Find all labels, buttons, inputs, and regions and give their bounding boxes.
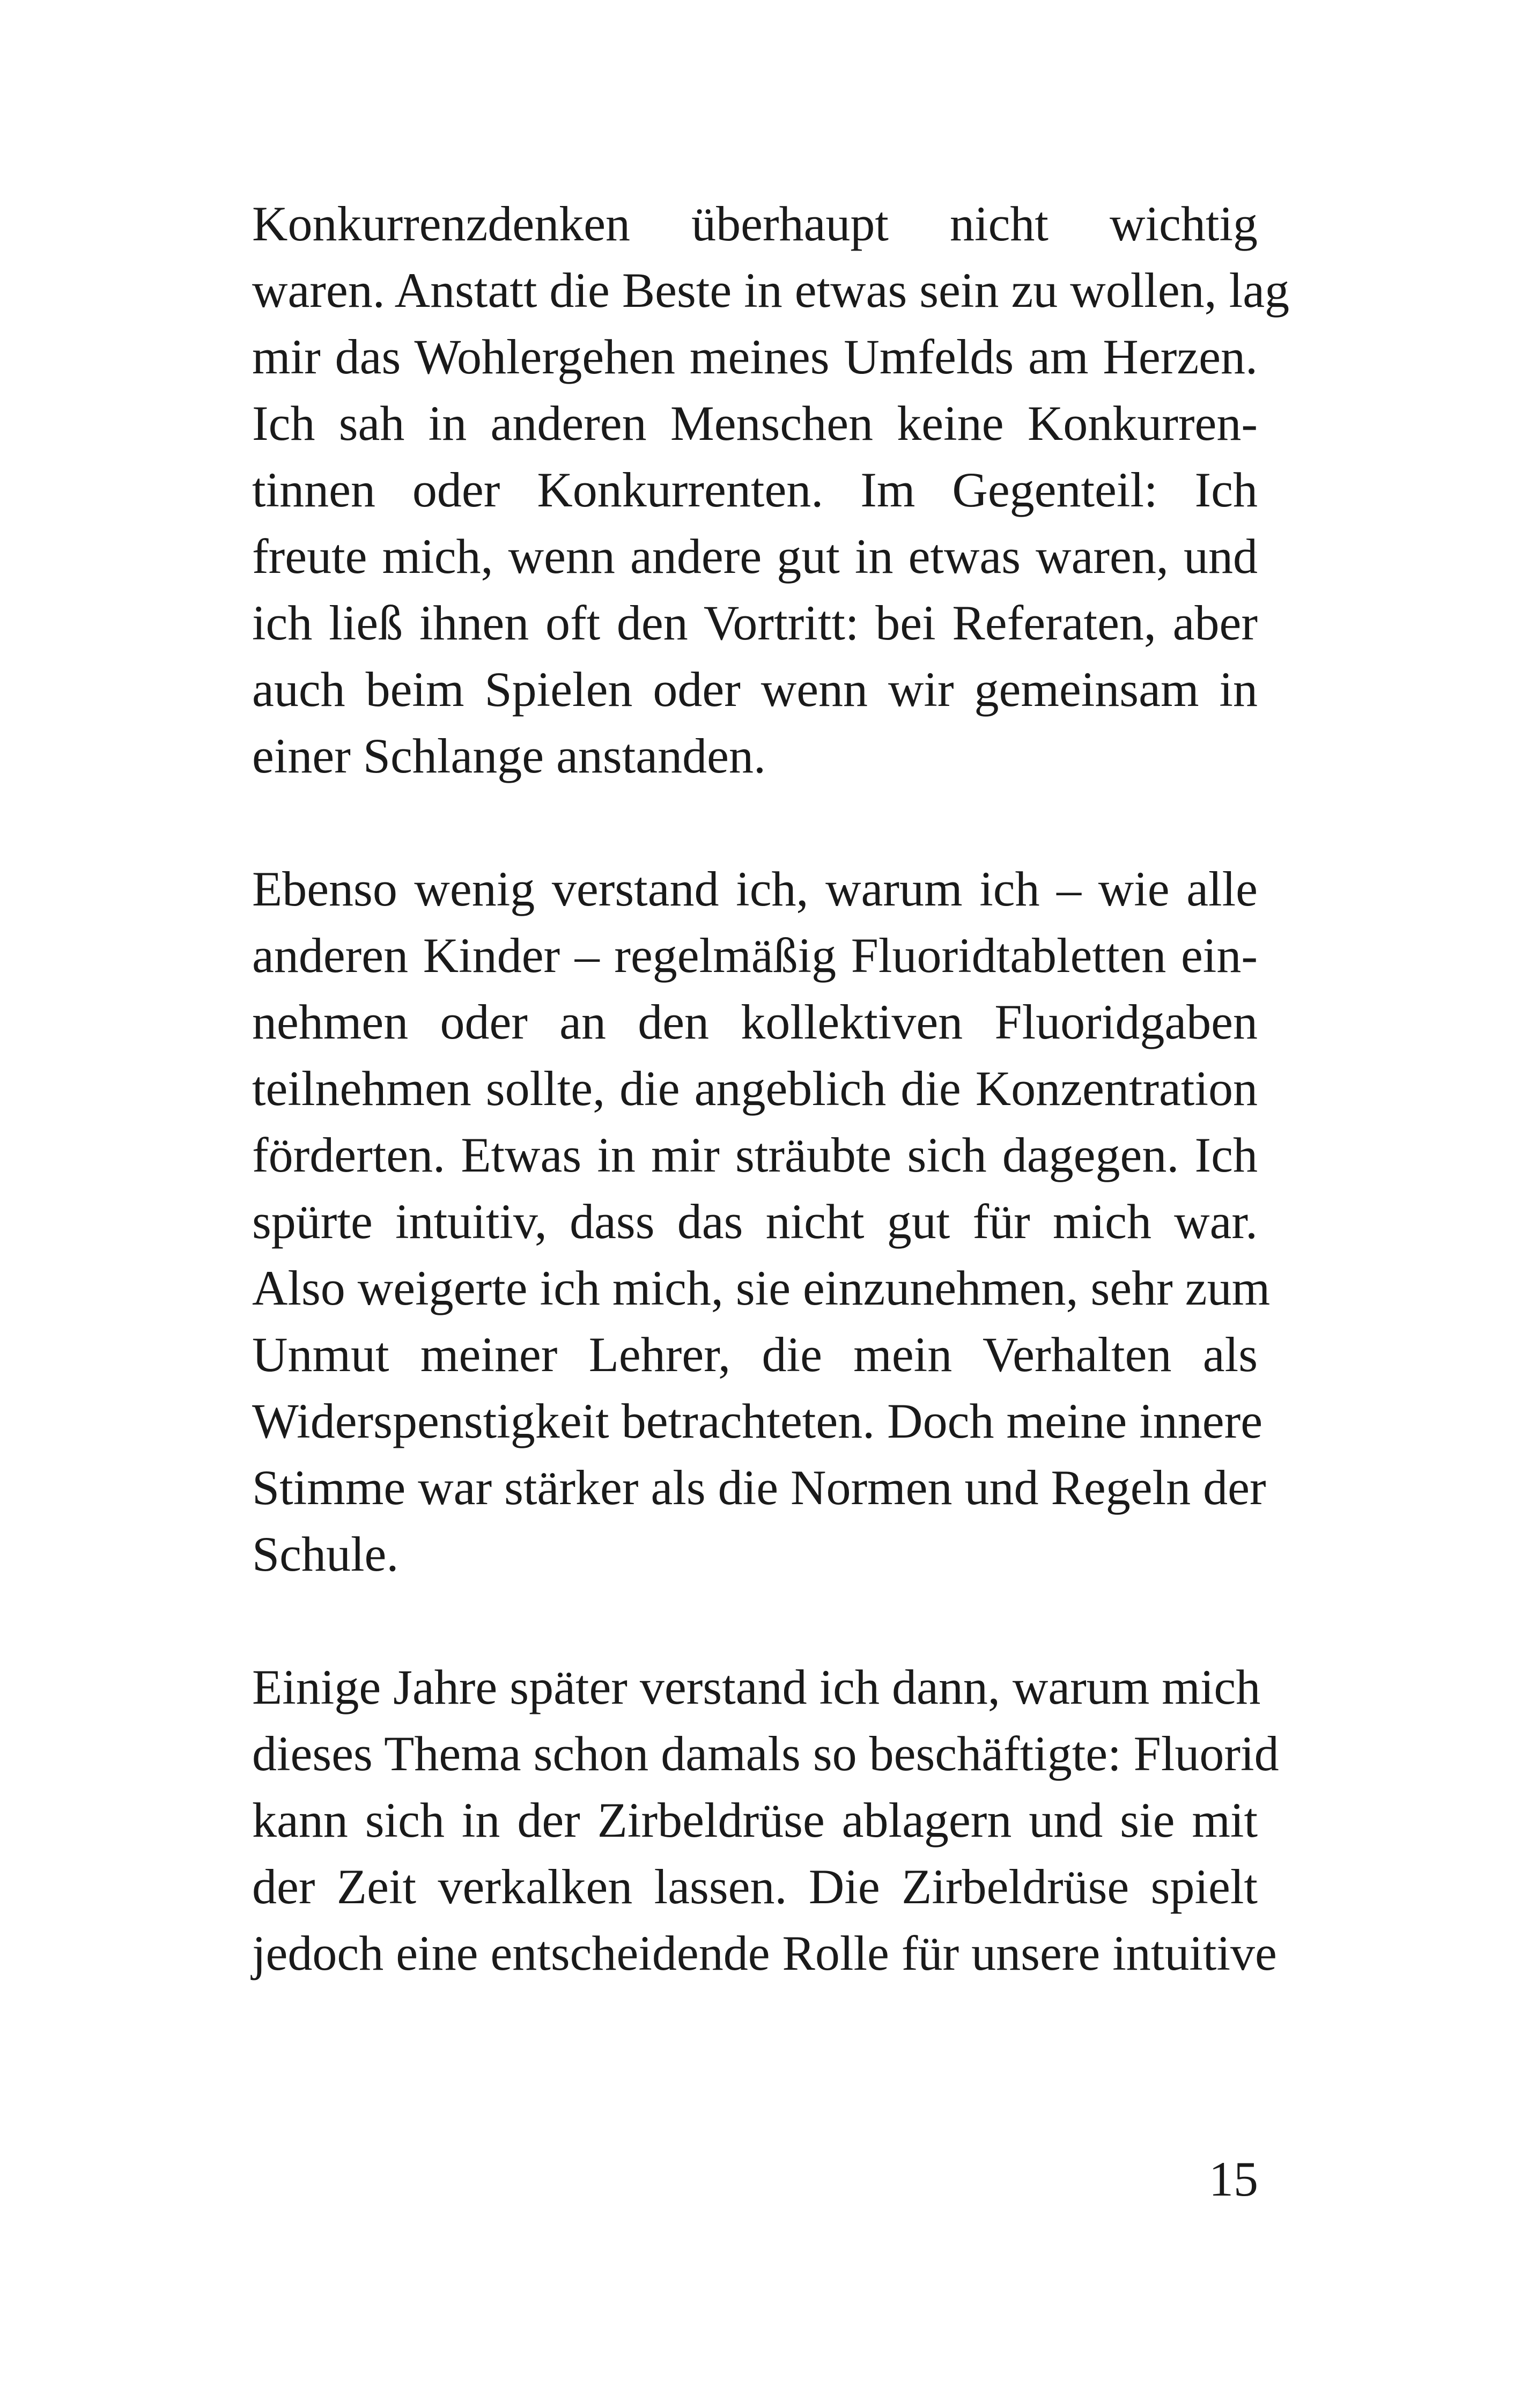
text-line: spürte intuitiv, dass das nicht gut für mich war. [252, 1194, 1258, 1249]
text-line: ich ließ ihnen oft den Vortritt: bei Referaten, aber [252, 595, 1258, 650]
text-line: förderten. Etwas in mir sträubte sich dagegen. Ich [252, 1128, 1258, 1182]
paragraph-2 [252, 856, 1271, 1587]
text-line: Schule. [252, 1527, 399, 1581]
text-line: tinnen oder Konkurrenten. Im Gegenteil: Ich [252, 462, 1258, 517]
text-line: teilnehmen sollte, die angeblich die Konzentration [252, 1061, 1258, 1116]
text-line: Ich sah in anderen Menschen keine Konkurren- [252, 396, 1258, 451]
text-line: auch beim Spielen oder wenn wir gemeinsam in [252, 662, 1258, 717]
text-line: Also weigerte ich mich, sie einzunehmen, sehr zum [252, 1261, 1271, 1315]
text-line: Einige Jahre später verstand ich dann, warum mich [252, 1660, 1261, 1714]
text-line: mir das Wohlergehen meines Umfelds am Herzen. [252, 329, 1258, 384]
paragraph-3 [252, 1654, 1279, 1986]
text-line: jedoch eine entscheidende Rolle für unsere intuitive [252, 1926, 1277, 1980]
text-line: freute mich, wenn andere gut in etwas waren, und [252, 529, 1258, 584]
body-text [252, 190, 1290, 1986]
text-line: dieses Thema schon damals so beschäftigte: Fluorid [252, 1726, 1279, 1781]
text-line: einer Schlange anstanden. [252, 728, 766, 783]
text-line: nehmen oder an den kollektiven Fluoridgaben [252, 995, 1258, 1049]
text-line: Unmut meiner Lehrer, die mein Verhalten als [252, 1327, 1258, 1382]
text-line: Konkurrenzdenken überhaupt nicht wichtig [252, 196, 1258, 251]
text-line: anderen Kinder – regelmäßig Fluoridtabletten ein- [252, 928, 1258, 983]
text-line: der Zeit verkalken lassen. Die Zirbeldrüse spielt [252, 1859, 1258, 1914]
text-line: Widerspenstigkeit betrachteten. Doch meine innere [252, 1394, 1263, 1448]
text-line: Ebenso wenig verstand ich, warum ich – wie alle [252, 861, 1258, 916]
text-line: waren. Anstatt die Beste in etwas sein zu wollen, lag [252, 263, 1290, 318]
text-line: Stimme war stärker als die Normen und Regeln der [252, 1460, 1266, 1515]
page-number: 15 [1209, 2152, 1258, 2206]
paragraph-1 [252, 190, 1290, 789]
text-line: kann sich in der Zirbeldrüse ablagern und sie mit [252, 1793, 1258, 1847]
